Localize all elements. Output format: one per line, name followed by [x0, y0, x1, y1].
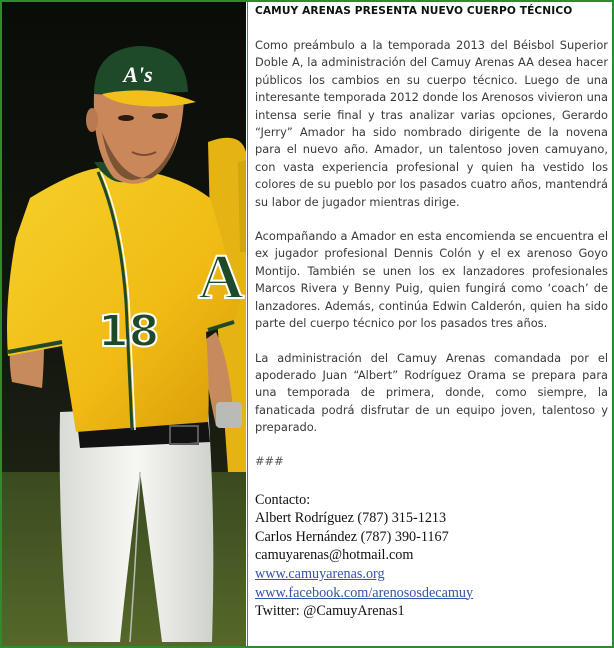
headline: CAMUY ARENAS PRESENTA NUEVO CUERPO TÉCNICO	[255, 5, 573, 17]
cap-logo: A's	[123, 62, 153, 87]
paragraph-staff: Acompañando a Amador en esta encomienda se encuentra el ex jugador profesional Dennis Colón y el ex arenoso Goyo Montijo. También se unen los ex lanzadores profesionales Marcos Rivera y Benny Puig, quien fungirá como ‘coach’ de lanzadores. Además, continúa Edwin Calderón, quien ha sido parte del cuerpo técnico por los pasados tres años.	[255, 229, 608, 331]
jersey-number: 18	[98, 306, 160, 357]
contact-email: camuyarenas@hotmail.com	[255, 547, 414, 564]
contact-phone-albert: Albert Rodríguez (787) 315-1213	[255, 510, 447, 527]
jersey-letter: A	[198, 241, 245, 312]
player-photo	[2, 2, 246, 646]
website-link[interactable]: www.camuyarenas.org	[255, 565, 385, 582]
article	[255, 5, 608, 621]
end-separator: ###	[255, 453, 284, 468]
twitter-handle: Twitter: @CamuyArenas1	[255, 603, 405, 620]
paragraph-administration: La administración del Camuy Arenas comandada por el apoderado Juan “Albert” Rodríguez Orama se prepara para una temporada de primera, donde, como siempre, la fanaticada podrá disfrutar de un equipo joven, talentoso y preparado.	[255, 350, 608, 435]
contact-heading: Contacto:	[255, 491, 311, 508]
paragraph-intro: Como preámbulo a la temporada 2013 del Béisbol Superior Doble A, la administración del Camuy Arenas AA desea hacer públicos los cambios en su cuerpo técnico. Luego de una interesante temporada 2012 donde los Arenosos vivieron una intensa serie final y tras analizar varias opciones, Gerardo “Jerry” Amador ha sido nombrado dirigente de la novena para el nuevo año. Amador, un talentoso joven camuyano, con vasta experiencia profesional y quien ha vestido los colores de su pueblo por los pasados cuatro años, mantendrá su labor de jugador mientras dirige.	[255, 38, 608, 209]
facebook-link[interactable]: www.facebook.com/arenososdecamuy	[255, 584, 474, 601]
contact-block	[255, 491, 608, 621]
contact-phone-carlos: Carlos Hernández (787) 390-1167	[255, 528, 449, 545]
column-divider	[247, 2, 248, 646]
